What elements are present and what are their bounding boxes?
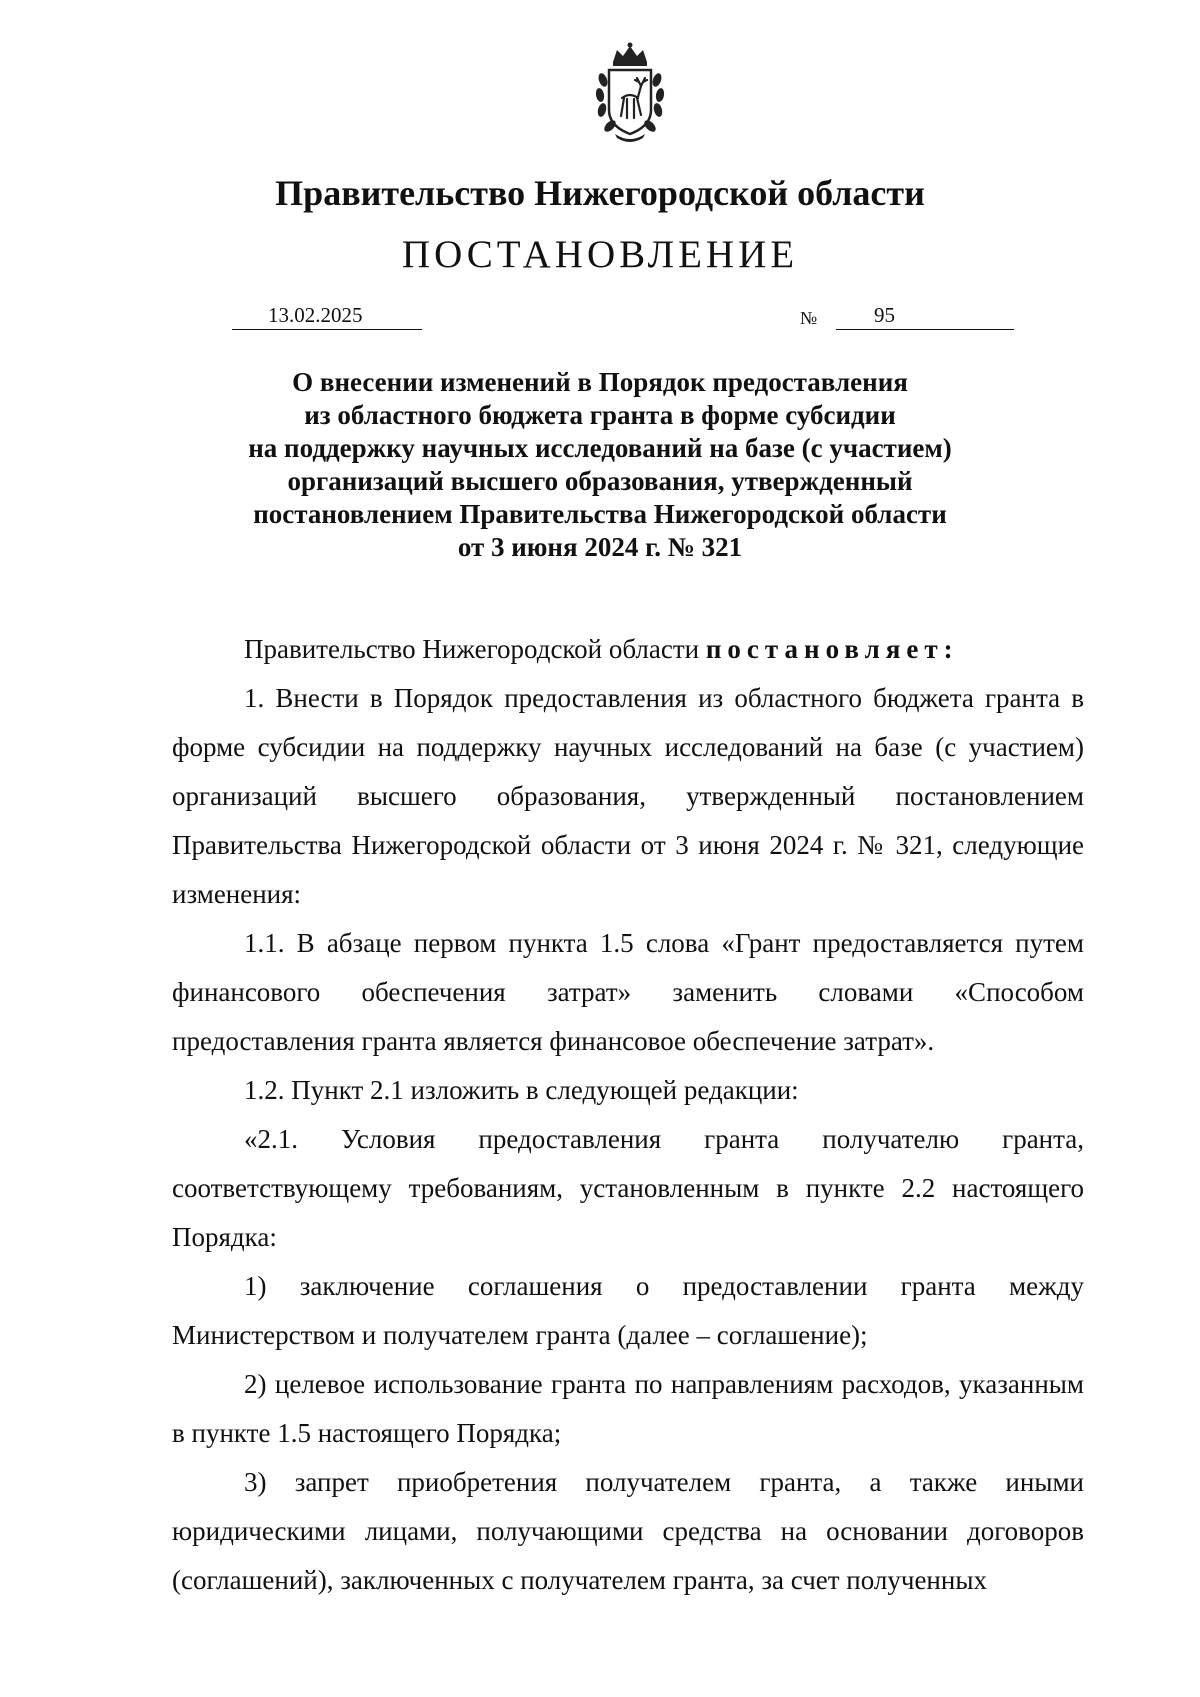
title-line: из областного бюджета гранта в форме субсидии — [304, 400, 896, 430]
intro-text: Правительство Нижегородской области — [244, 634, 700, 664]
title-line: О внесении изменений в Порядок предоставления — [292, 367, 908, 397]
document-date-field — [232, 303, 422, 330]
intro-paragraph — [172, 625, 1084, 674]
coat-of-arms-icon — [575, 40, 685, 150]
intro-emphasis: постановляет: — [705, 634, 959, 664]
body-paragraph: 1) заключение соглашения о предоставлении гранта между Министерством и получателем гранта (далее – соглашение); — [172, 1271, 1084, 1350]
document-number: 95 — [874, 303, 895, 327]
body-paragraph: 1. Внести в Порядок предоставления из областного бюджета гранта в форме субсидии на поддержку научных исследований на базе (с участием) организаций высшего образования, утвержденный постановлением Правительства Нижегородской области от 3 июня 2024 г. № 321, следующие изменения: — [172, 683, 1084, 909]
document-date: 13.02.2025 — [268, 303, 363, 327]
title-line: постановлением Правительства Нижегородской области — [253, 499, 947, 529]
body-paragraph: 3) запрет приобретения получателем гранта, а также иными юридическими лицами, получающими средства на основании договоров (соглашений), заключенных с получателем гранта, за счет полученных — [172, 1467, 1084, 1595]
document-number-field — [836, 303, 1014, 330]
body-paragraph: 1.1. В абзаце первом пункта 1.5 слова «Грант предоставляется путем финансового обеспечения затрат» заменить словами «Способом предоставления гранта является финансовое обеспечение затрат». — [172, 928, 1084, 1056]
document-title — [0, 366, 1200, 564]
body-paragraph: 2) целевое использование гранта по направлениям расходов, указанным в пункте 1.5 настоящего Порядка; — [172, 1369, 1084, 1448]
title-line: организаций высшего образования, утвержденный — [287, 466, 913, 496]
number-sign: № — [800, 308, 818, 328]
body-paragraph: 1.2. Пункт 2.1 изложить в следующей редакции: — [244, 1075, 799, 1105]
body-paragraph: «2.1. Условия предоставления гранта получателю гранта, соответствующему требованиям, установленным в пункте 2.2 настоящего Порядка: — [172, 1124, 1084, 1252]
document-body — [172, 625, 1084, 1605]
document-type: ПОСТАНОВЛЕНИЕ — [401, 233, 799, 276]
title-line: на поддержку научных исследований на базе (с участием) — [248, 433, 952, 463]
title-line: от 3 июня 2024 г. № 321 — [457, 532, 743, 562]
organization-name: Правительство Нижегородской области — [275, 173, 925, 213]
